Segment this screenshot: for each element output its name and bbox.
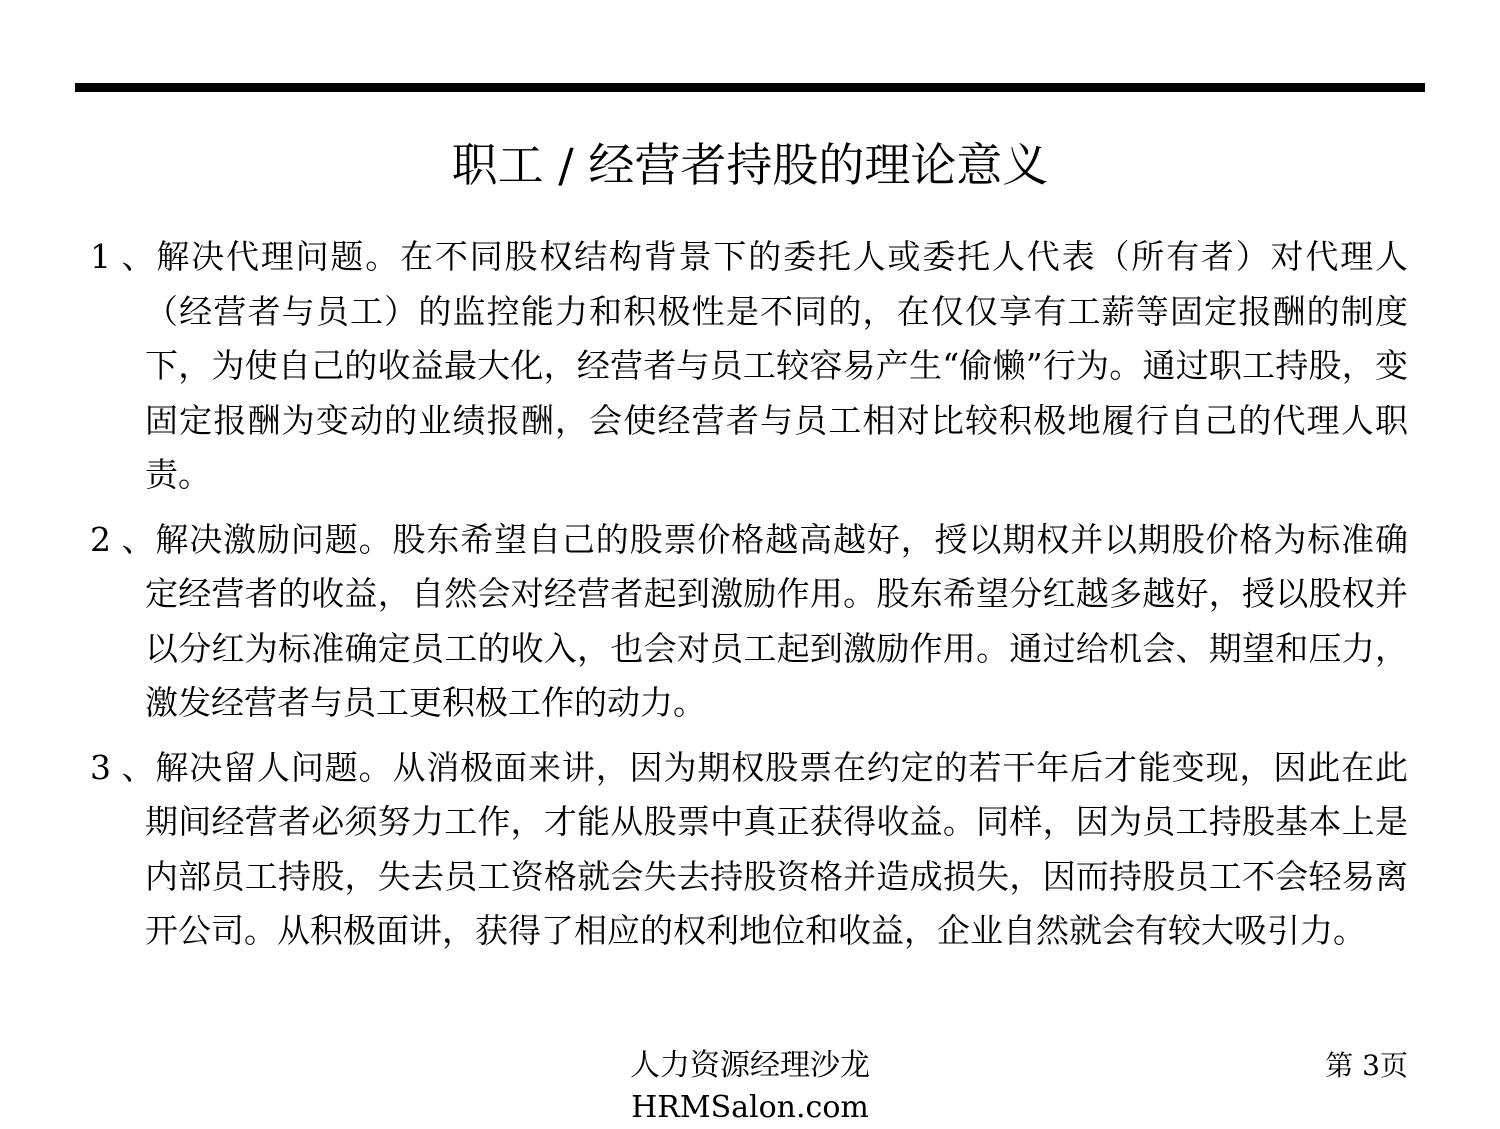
point-item-3	[90, 741, 1408, 959]
point-text: 解决代理问题。在不同股权结构背景下的委托人或委托人代表（所有者）对代理人（经营者与员工）的监控能力和积极性是不同的，在仅仅享有工薪等固定报酬的制度下，为使自己的收益最大化，经营者与员工较容易产生“偷懒”行为。通过职工持股，变固定报酬为变动的业绩报酬，会使经营者与员工相对比较积极地履行自己的代理人职责。	[145, 237, 1408, 494]
slide-title: 职工 / 经营者持股的理论意义	[451, 138, 1049, 192]
point-number: 2 、	[90, 519, 155, 559]
footer-website: HRMSalon.com	[631, 1090, 869, 1125]
point-item-1	[90, 230, 1408, 503]
point-number: 1 、	[90, 237, 155, 276]
point-text: 解决激励问题。股东希望自己的股票价格越高越好，授以期权并以期股价格为标准确定经营者的收益，自然会对经营者起到激励作用。股东希望分红越多越好，授以股权并以分红为标准确定员工的收入，也会对员工起到激励作用。通过给机会、期望和压力，激发经营者与员工更积极工作的动力。	[145, 519, 1408, 722]
footer-organization	[450, 1045, 1050, 1129]
point-item-2	[90, 513, 1408, 731]
point-list	[90, 230, 1408, 969]
point-number: 3 、	[90, 747, 155, 787]
page-number: 第 3页	[1325, 1049, 1408, 1082]
point-text: 解决留人问题。从消极面来讲，因为期权股票在约定的若干年后才能变现，因此在此期间经营者必须努力工作，才能从股票中真正获得收益。同样，因为员工持股基本上是内部员工持股，失去员工资格就会失去持股资格并造成损失，因而持股员工不会轻易离开公司。从积极面讲，获得了相应的权利地位和收益，企业自然就会有较大吸引力。	[145, 747, 1408, 950]
footer-org-name: 人力资源经理沙龙	[630, 1048, 870, 1083]
title-divider-rule	[75, 83, 1425, 92]
